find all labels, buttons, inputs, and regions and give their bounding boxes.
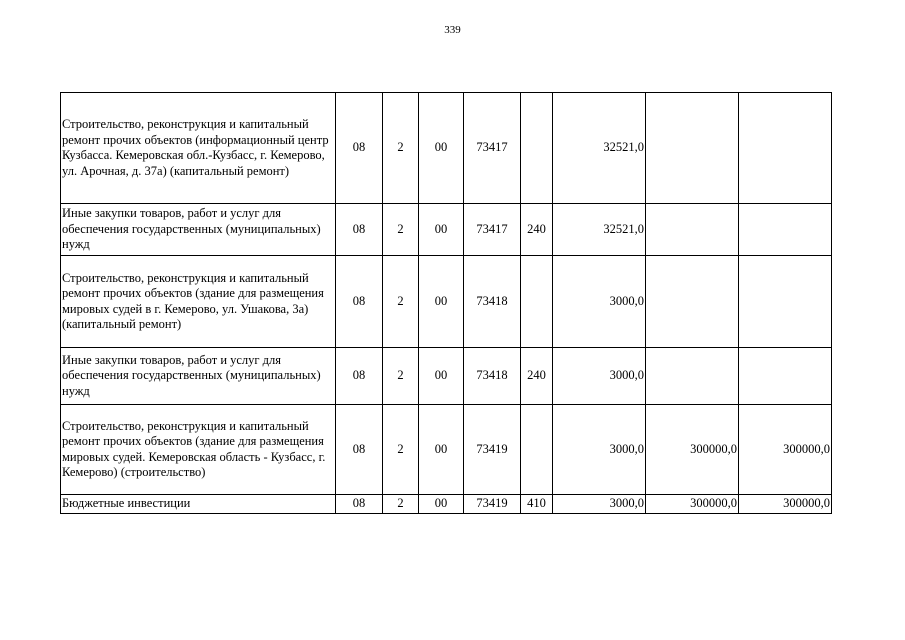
expense-type-code: 240 xyxy=(521,348,553,405)
sum-year-1: 32521,0 xyxy=(553,93,646,204)
program-code: 00 xyxy=(419,348,464,405)
program-code: 00 xyxy=(419,204,464,256)
section-code: 08 xyxy=(336,405,383,495)
row-description: Иные закупки товаров, работ и услуг для обеспечения государственных (муниципальных) нужд xyxy=(61,348,336,405)
sum-year-3: 300000,0 xyxy=(739,495,832,514)
sum-year-3 xyxy=(739,93,832,204)
section-code: 08 xyxy=(336,256,383,348)
subsection-code: 2 xyxy=(383,93,419,204)
subsection-code: 2 xyxy=(383,495,419,514)
section-code: 08 xyxy=(336,93,383,204)
sum-year-3: 300000,0 xyxy=(739,405,832,495)
table-row xyxy=(61,495,832,514)
table-row xyxy=(61,348,832,405)
sum-year-2 xyxy=(646,93,739,204)
sum-year-2 xyxy=(646,256,739,348)
expense-type-code xyxy=(521,256,553,348)
expense-type-code xyxy=(521,93,553,204)
sum-year-1: 3000,0 xyxy=(553,495,646,514)
section-code: 08 xyxy=(336,204,383,256)
direction-code: 73418 xyxy=(464,256,521,348)
row-description: Строительство, реконструкция и капитальный ремонт прочих объектов (здание для размещения мировых судей. Кемеровская область - Кузбасс, г. Кемерово) (строительство) xyxy=(61,405,336,495)
budget-table xyxy=(60,92,832,514)
page-number: 339 xyxy=(444,24,461,36)
program-code: 00 xyxy=(419,256,464,348)
sum-year-1: 3000,0 xyxy=(553,256,646,348)
sum-year-1: 3000,0 xyxy=(553,405,646,495)
table-row xyxy=(61,256,832,348)
subsection-code: 2 xyxy=(383,348,419,405)
expense-type-code xyxy=(521,405,553,495)
expense-type-code: 240 xyxy=(521,204,553,256)
sum-year-2 xyxy=(646,204,739,256)
sum-year-2: 300000,0 xyxy=(646,405,739,495)
table-row xyxy=(61,405,832,495)
subsection-code: 2 xyxy=(383,204,419,256)
row-description: Бюджетные инвестиции xyxy=(61,495,336,514)
program-code: 00 xyxy=(419,93,464,204)
table-row xyxy=(61,93,832,204)
sum-year-1: 3000,0 xyxy=(553,348,646,405)
direction-code: 73417 xyxy=(464,93,521,204)
direction-code: 73419 xyxy=(464,495,521,514)
sum-year-1: 32521,0 xyxy=(553,204,646,256)
direction-code: 73419 xyxy=(464,405,521,495)
section-code: 08 xyxy=(336,348,383,405)
sum-year-3 xyxy=(739,256,832,348)
sum-year-2 xyxy=(646,348,739,405)
row-description: Иные закупки товаров, работ и услуг для обеспечения государственных (муниципальных) нужд xyxy=(61,204,336,256)
direction-code: 73418 xyxy=(464,348,521,405)
subsection-code: 2 xyxy=(383,256,419,348)
sum-year-3 xyxy=(739,204,832,256)
subsection-code: 2 xyxy=(383,405,419,495)
program-code: 00 xyxy=(419,495,464,514)
row-description: Строительство, реконструкция и капитальный ремонт прочих объектов (здание для размещения мировых судей в г. Кемерово, ул. Ушакова, 3а) (капитальный ремонт) xyxy=(61,256,336,348)
sum-year-3 xyxy=(739,348,832,405)
table-row xyxy=(61,204,832,256)
direction-code: 73417 xyxy=(464,204,521,256)
sum-year-2: 300000,0 xyxy=(646,495,739,514)
row-description: Строительство, реконструкция и капитальный ремонт прочих объектов (информационный центр Кузбасса. Кемеровская обл.-Кузбасс, г. Кемерово, ул. Арочная, д. 37а) (капитальный ремонт) xyxy=(61,93,336,204)
program-code: 00 xyxy=(419,405,464,495)
section-code: 08 xyxy=(336,495,383,514)
expense-type-code: 410 xyxy=(521,495,553,514)
